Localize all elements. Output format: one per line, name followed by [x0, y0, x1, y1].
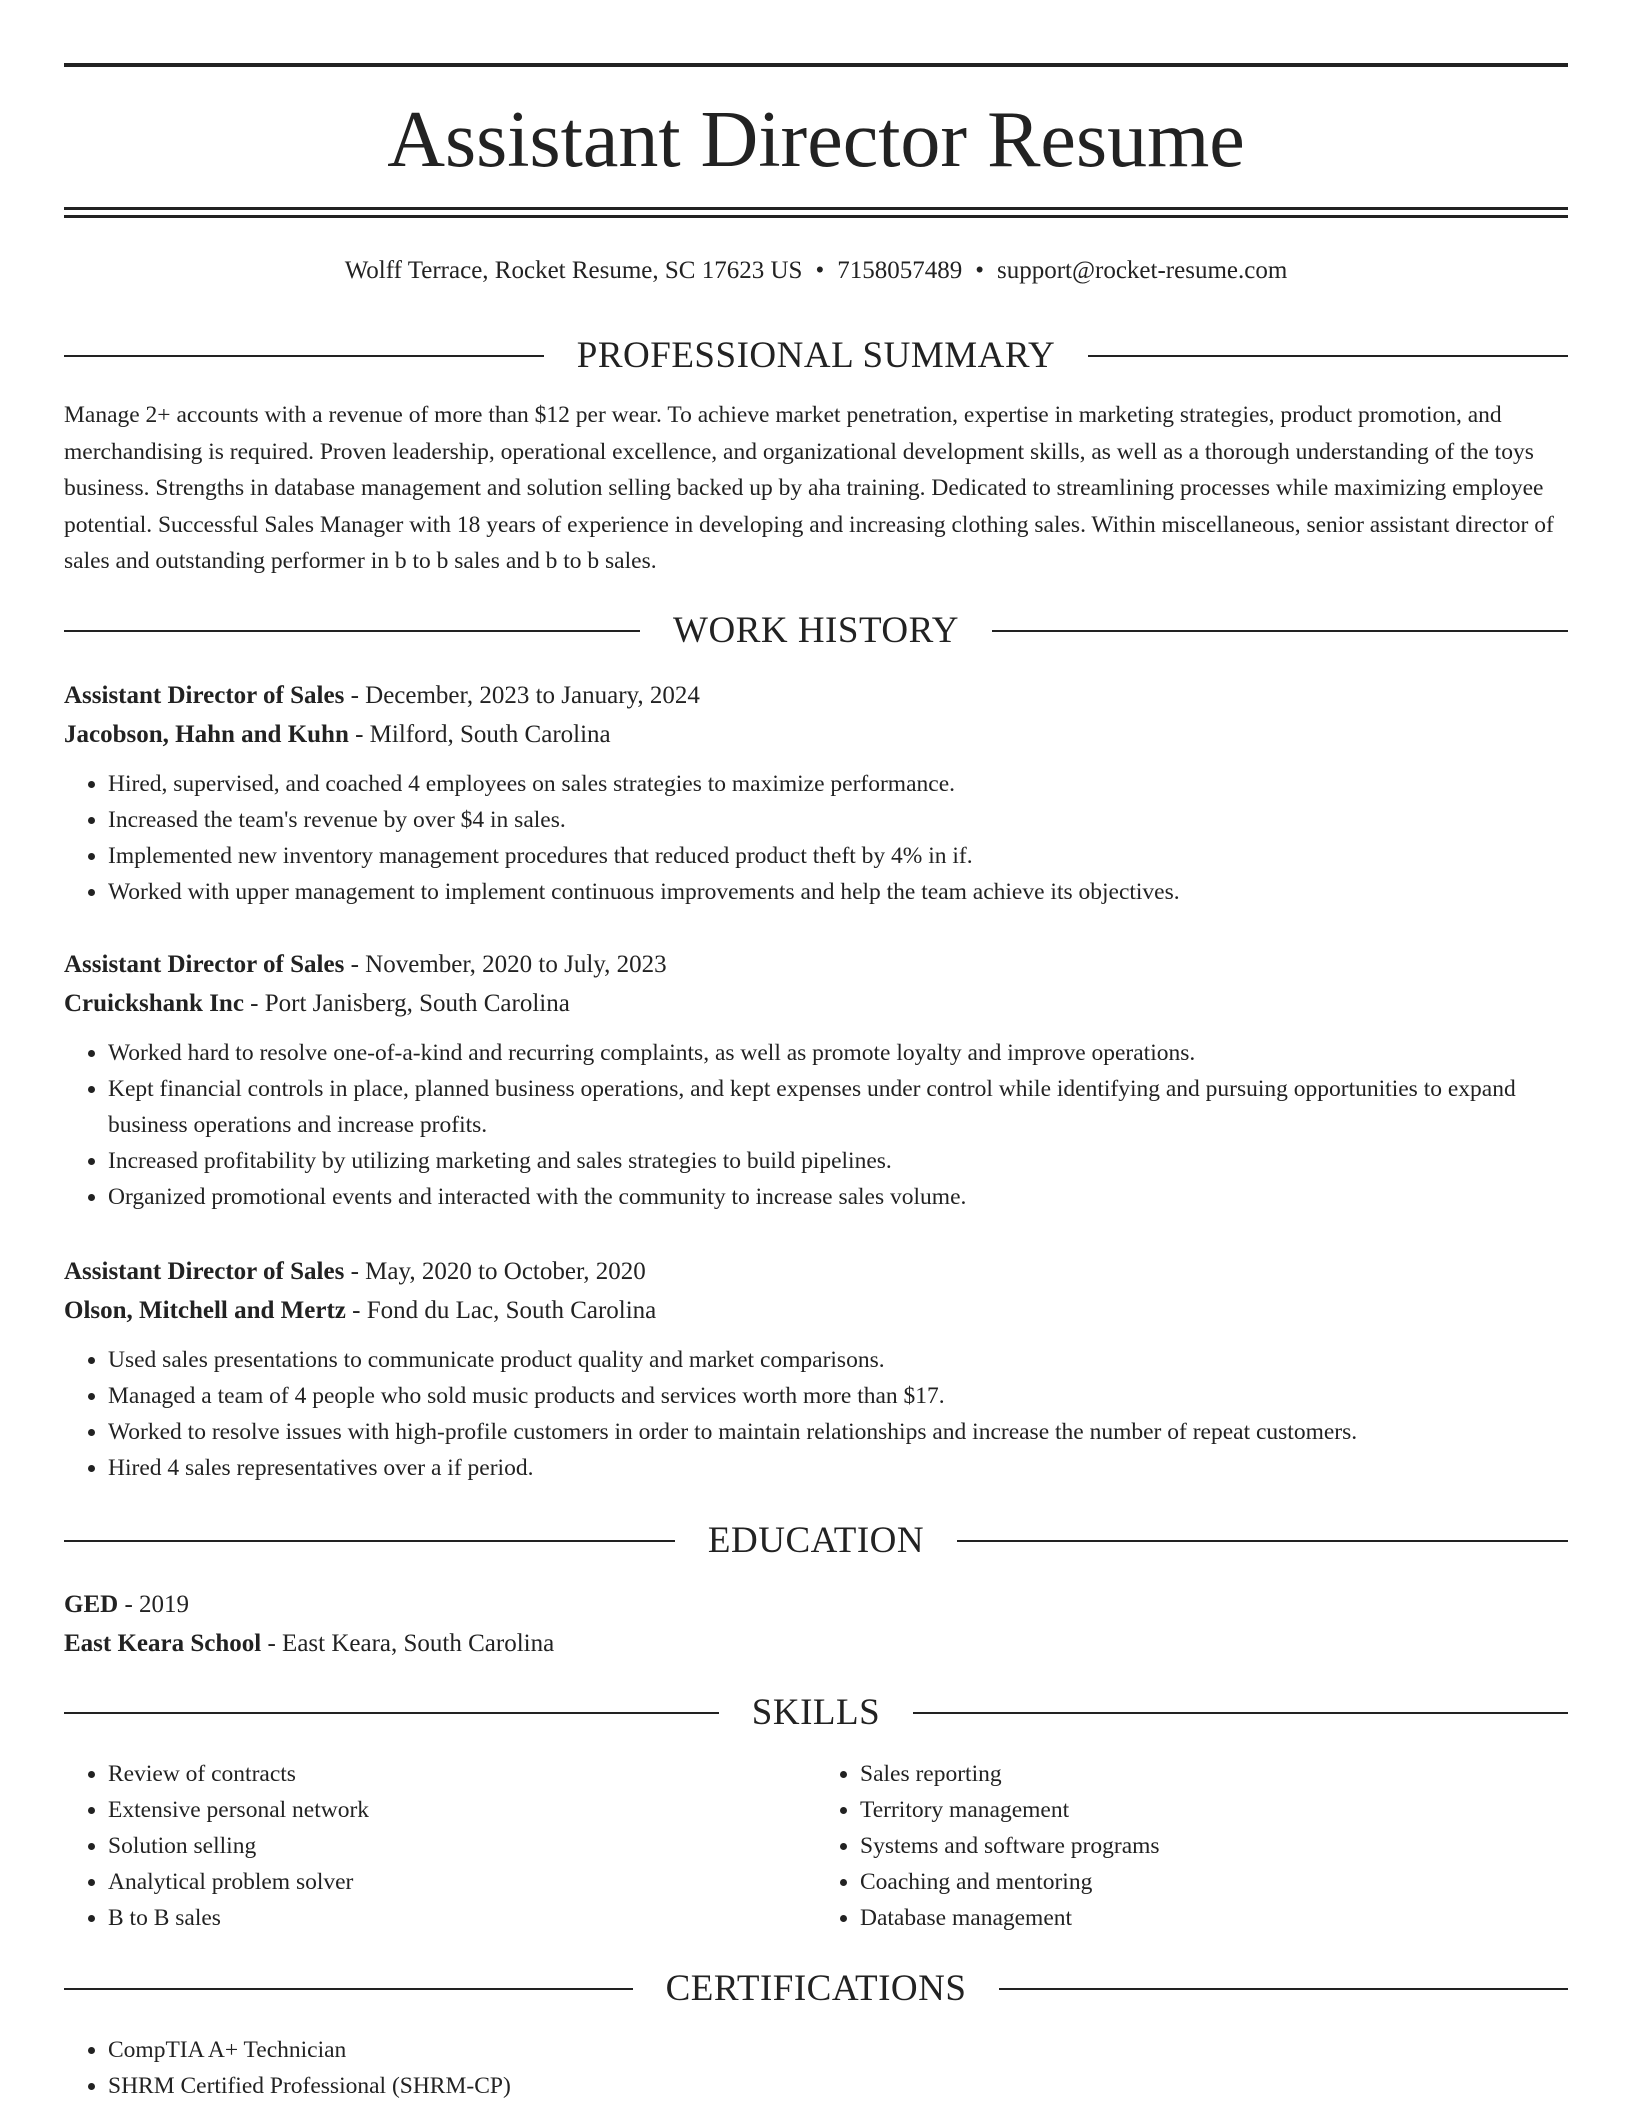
- contact-address: Wolff Terrace, Rocket Resume, SC 17623 US: [344, 257, 803, 284]
- skill-item: • B to B sales: [108, 1900, 816, 1936]
- job-company-line: [64, 1291, 1568, 1330]
- section-title-education: EDUCATION: [707, 1520, 925, 1561]
- heading-rule: [64, 1712, 719, 1714]
- summary-section: [64, 397, 1568, 580]
- job-bullet: • Kept financial controls in place, planned business operations, and kept expenses under control while identifying and pursuing opportunities to expand business operations and increase profits.: [108, 1071, 1568, 1143]
- job-bullet: • Organized promotional events and interacted with the community to increase sales volume.: [108, 1179, 1568, 1215]
- job-location: - Fond du Lac, South Carolina: [345, 1297, 657, 1324]
- contact-line: [0, 254, 1632, 288]
- job-dates: - May, 2020 to October, 2020: [344, 1258, 646, 1285]
- job-location: - Milford, South Carolina: [348, 721, 611, 748]
- job-title-line: [64, 945, 1568, 984]
- job-dates: - November, 2020 to July, 2023: [344, 951, 667, 978]
- job-title: Assistant Director of Sales: [64, 682, 345, 709]
- top-rule: [64, 63, 1568, 67]
- job-bullet: • Used sales presentations to communicate product quality and market comparisons.: [108, 1342, 1568, 1378]
- education-location: - East Keara, South Carolina: [261, 1630, 555, 1657]
- certifications-list: [64, 2032, 1568, 2104]
- education-entry: [64, 1585, 1568, 1663]
- education-year: - 2019: [118, 1591, 190, 1618]
- job-bullet: • Implemented new inventory management procedures that reduced product theft by 4% in if.: [108, 838, 1568, 874]
- job-bullet: • Hired 4 sales representatives over a if period.: [108, 1450, 1568, 1486]
- section-header-certifications: [64, 1964, 1568, 2014]
- job-bullets: [64, 766, 1568, 910]
- job-entry: [64, 676, 1568, 910]
- job-company-line: [64, 984, 1568, 1023]
- certifications-section: [64, 2032, 1568, 2104]
- education-degree: GED: [64, 1591, 119, 1618]
- job-title: Assistant Director of Sales: [64, 951, 345, 978]
- section-title-certifications: CERTIFICATIONS: [665, 1968, 967, 2009]
- job-bullet: • Hired, supervised, and coached 4 employees on sales strategies to maximize performance.: [108, 766, 1568, 802]
- skill-item: • Systems and software programs: [860, 1828, 1568, 1864]
- job-bullet: • Increased the team's revenue by over $4 in sales.: [108, 802, 1568, 838]
- skills-list-left: [64, 1756, 816, 1936]
- heading-rule: [64, 355, 544, 357]
- section-title-summary: PROFESSIONAL SUMMARY: [576, 335, 1056, 376]
- job-bullet: • Managed a team of 4 people who sold music products and services worth more than $17.: [108, 1378, 1568, 1414]
- section-header-work-history: [64, 606, 1568, 656]
- job-bullet: • Worked hard to resolve one-of-a-kind and recurring complaints, as well as promote loyalty and improve operations.: [108, 1035, 1568, 1071]
- certification-item: • CompTIA A+ Technician: [108, 2032, 1568, 2068]
- heading-rule: [913, 1712, 1568, 1714]
- summary-text: Manage 2+ accounts with a revenue of more than $12 per wear. To achieve market penetration, expertise in marketing strategies, product promotion, and merchandising is required. Proven leadership, operational excellence, and organizational development skills, as well as a thorough understanding of the toys business. Strengths in database management and solution selling backed up by aha training. Dedicated to streamlining processes while maximizing employee potential. Successful Sales Manager with 18 years of experience in developing and increasing clothing sales. Within miscellaneous, senior assistant director of sales and outstanding performer in b to b sales and b to b sales.: [64, 402, 1554, 574]
- skills-section: [64, 1756, 1568, 1936]
- skill-item: • Coaching and mentoring: [860, 1864, 1568, 1900]
- job-company: Olson, Mitchell and Mertz: [64, 1297, 346, 1324]
- job-bullets: [64, 1035, 1568, 1215]
- job-entry: [64, 1252, 1568, 1486]
- title-double-rule-top: [64, 207, 1568, 210]
- contact-separator: •: [815, 257, 825, 284]
- section-title-skills: SKILLS: [751, 1692, 881, 1733]
- skills-columns: [64, 1756, 1568, 1936]
- skill-item: • Solution selling: [108, 1828, 816, 1864]
- heading-rule: [999, 1988, 1568, 1990]
- education-degree-line: [64, 1585, 1568, 1624]
- contact-separator: •: [975, 257, 984, 284]
- job-bullet: • Worked with upper management to implement continuous improvements and help the team achieve its objectives.: [108, 874, 1568, 910]
- job-title: Assistant Director of Sales: [64, 1258, 345, 1285]
- job-title-line: [64, 1252, 1568, 1291]
- heading-rule: [64, 630, 640, 632]
- skill-item: • Territory management: [860, 1792, 1568, 1828]
- job-company-line: [64, 715, 1568, 754]
- skill-item: • Review of contracts: [108, 1756, 816, 1792]
- contact-email[interactable]: support@rocket-resume.com: [996, 257, 1288, 284]
- job-bullet: • Worked to resolve issues with high-profile customers in order to maintain relationships and increase the number of repeat customers.: [108, 1414, 1568, 1450]
- skills-list-right: [816, 1756, 1568, 1936]
- heading-rule: [1088, 355, 1568, 357]
- education-school: East Keara School: [64, 1630, 262, 1657]
- job-bullet: • Increased profitability by utilizing marketing and sales strategies to build pipelines.: [108, 1143, 1568, 1179]
- job-entry: [64, 945, 1568, 1215]
- heading-rule: [64, 1540, 675, 1542]
- job-location: - Port Janisberg, South Carolina: [243, 990, 570, 1017]
- job-company: Cruickshank Inc: [64, 990, 244, 1017]
- section-header-education: [64, 1516, 1568, 1566]
- section-header-summary: [64, 331, 1568, 381]
- heading-rule: [64, 1988, 633, 1990]
- job-bullets: [64, 1342, 1568, 1486]
- certification-item: • SHRM Certified Professional (SHRM-CP): [108, 2068, 1568, 2104]
- education-school-line: [64, 1624, 1568, 1663]
- contact-phone[interactable]: 7158057489: [837, 257, 963, 284]
- section-title-work-history: WORK HISTORY: [673, 610, 959, 651]
- skill-item: • Database management: [860, 1900, 1568, 1936]
- heading-rule: [957, 1540, 1568, 1542]
- skill-item: • Extensive personal network: [108, 1792, 816, 1828]
- skill-item: • Analytical problem solver: [108, 1864, 816, 1900]
- resume-title: Assistant Director Resume: [387, 96, 1245, 184]
- job-company: Jacobson, Hahn and Kuhn: [64, 721, 349, 748]
- skill-item: • Sales reporting: [860, 1756, 1568, 1792]
- job-dates: - December, 2023 to January, 2024: [344, 682, 700, 709]
- job-title-line: [64, 676, 1568, 715]
- title-double-rule-bottom: [64, 215, 1568, 218]
- heading-rule: [992, 630, 1568, 632]
- section-header-skills: [64, 1688, 1568, 1738]
